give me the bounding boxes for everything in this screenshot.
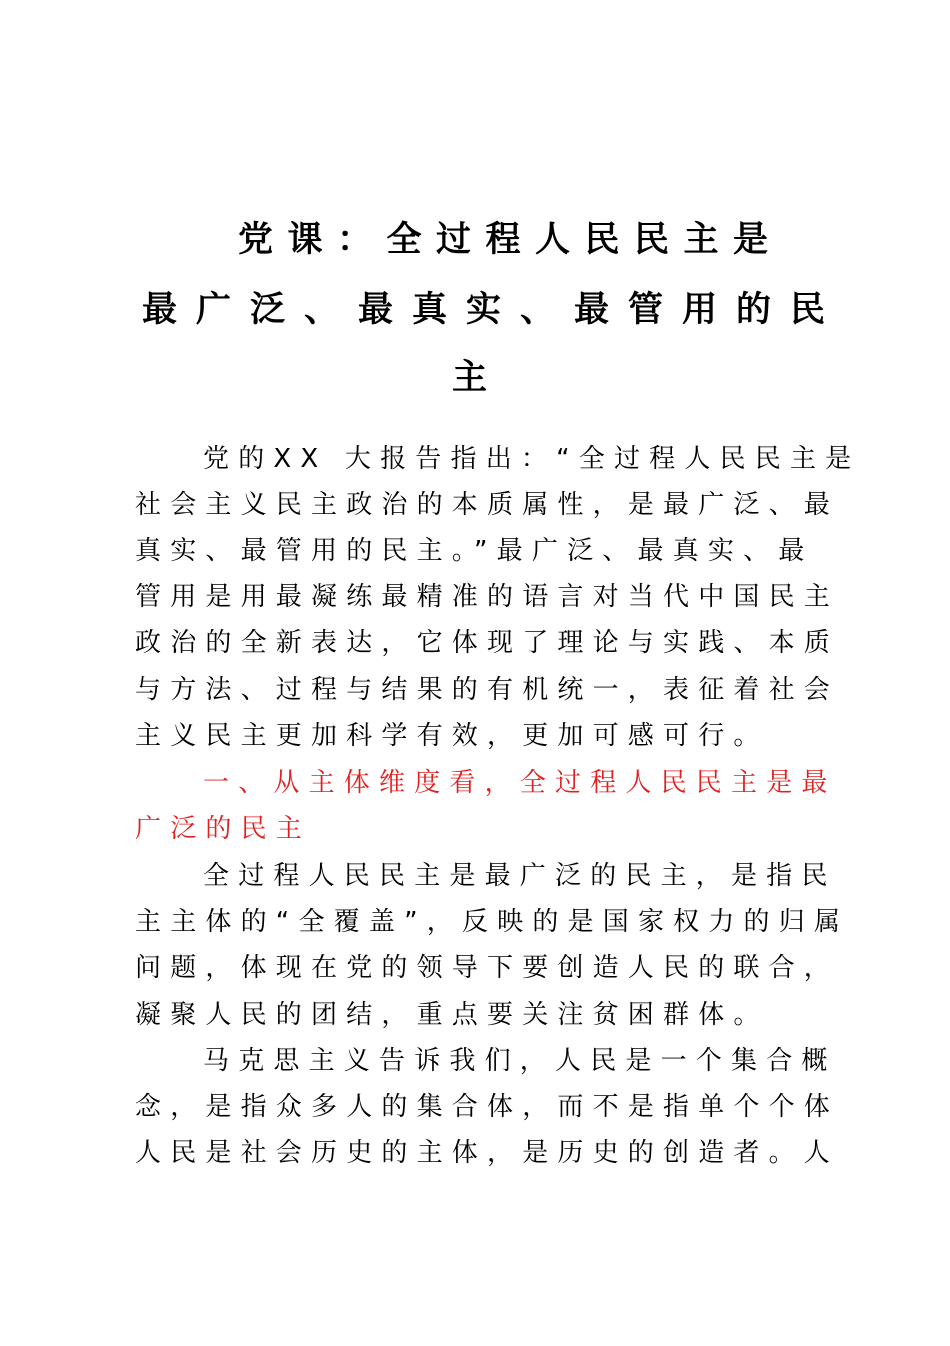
paragraph-3-line-3: 人民是社会历史的主体，是历史的创造者。人 [135,1138,840,1168]
paragraph-2-line-2: 主主体的“全覆盖”，反映的是国家权力的归属 [135,907,850,937]
section-heading-line-1: 一、从主体维度看，全过程人民民主是最 [203,768,837,798]
paragraph-2-line-1: 全过程人民民主是最广泛的民主，是指民 [203,861,837,891]
paragraph-1-line-6: 与方法、过程与结果的有机统一，表征着社会 [135,675,840,705]
paragraph-3-line-1: 马克思主义告诉我们，人民是一个集合概 [203,1046,837,1076]
paragraph-2-line-3: 问题，体现在党的领导下要创造人民的联合， [135,953,840,983]
paragraph-1-line-3: 真实、最管用的民主。”最广泛、最真实、最 [135,536,814,566]
paragraph-2-line-4: 凝聚人民的团结，重点要关注贫困群体。 [135,1000,769,1030]
paragraph-1-line-4: 管用是用最凝练最精准的语言对当代中国民主 [135,582,840,612]
title-line-2: 最广泛、最真实、最管用的民 [142,290,845,330]
paragraph-1-line-1: 党的XX 大报告指出：“全过程人民民主是 [203,444,861,474]
title-line-3: 主 [452,358,488,398]
paragraph-1-line-7: 主义民主更加科学有效，更加可感可行。 [135,721,769,751]
title-line-1: 党课：全过程人民民主是 [238,220,783,260]
paragraph-1-line-5: 政治的全新表达，它体现了理论与实践、本质 [135,628,840,658]
section-heading-line-2: 广泛的民主 [135,814,312,844]
paragraph-1-line-2: 社会主义民主政治的本质属性，是最广泛、最 [135,490,840,520]
paragraph-3-line-2: 念，是指众多人的集合体，而不是指单个个体 [135,1092,840,1122]
